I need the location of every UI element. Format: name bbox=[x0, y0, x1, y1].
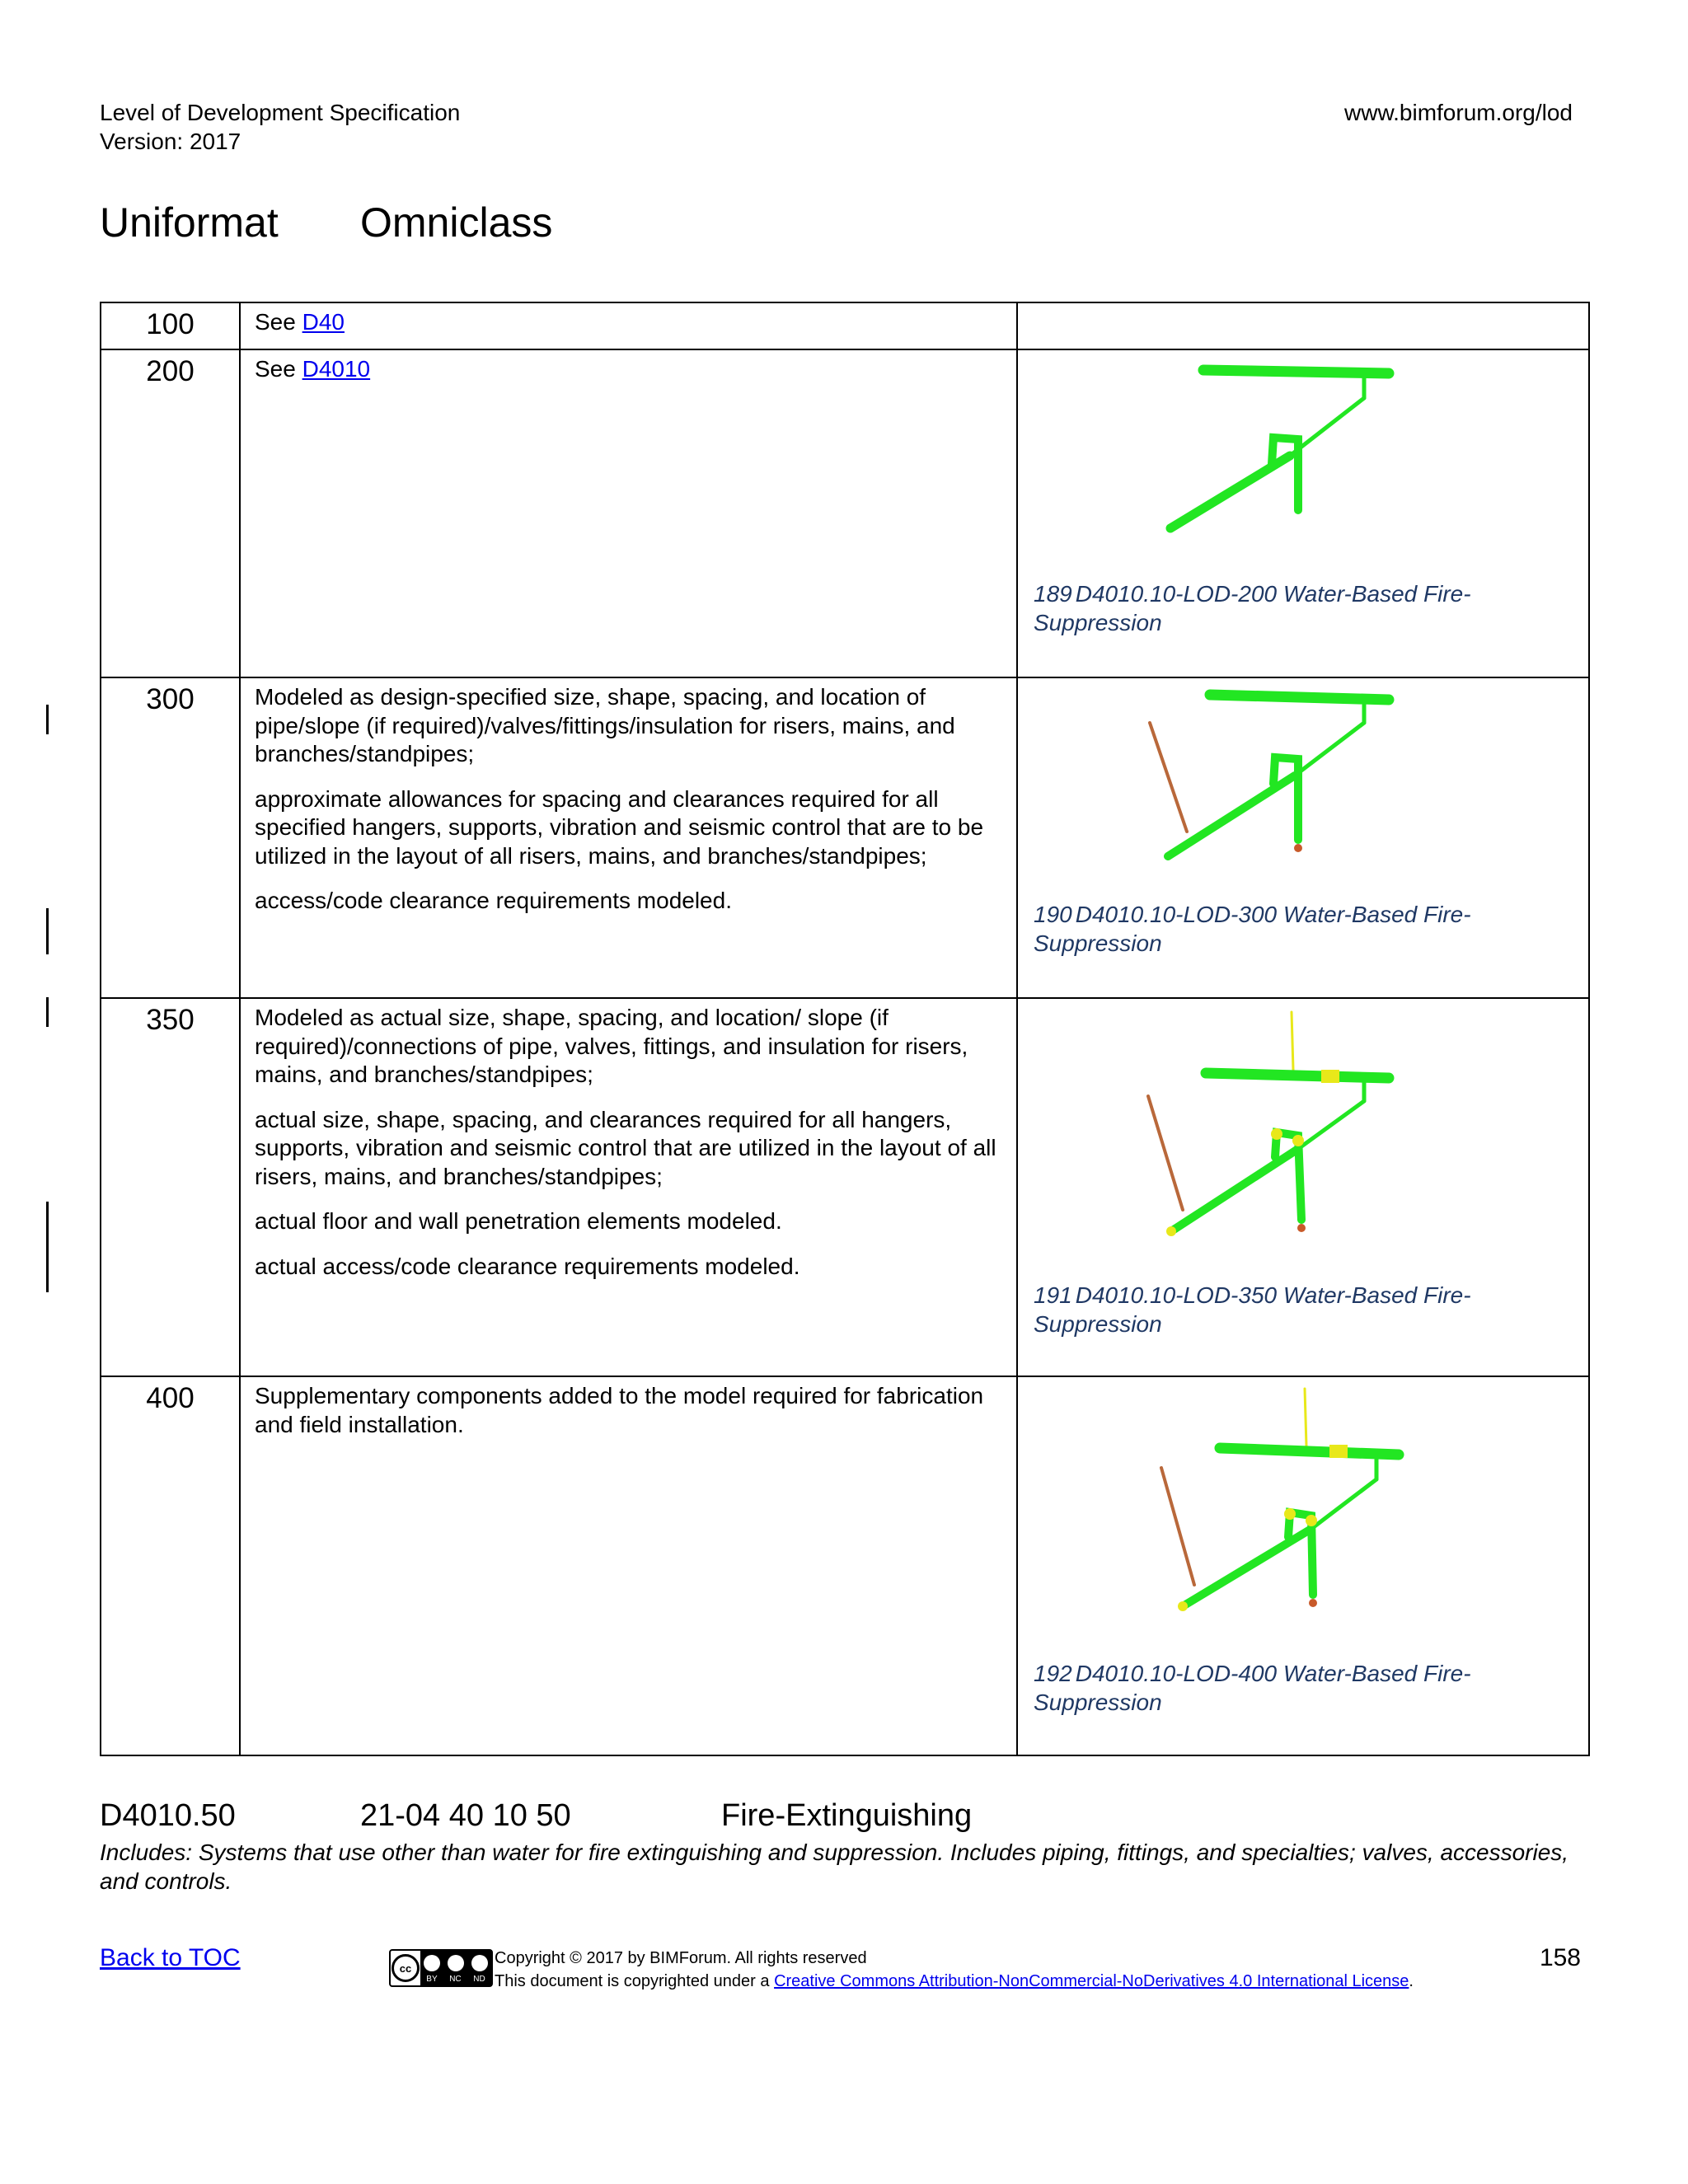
elbow-fitting bbox=[1284, 1508, 1296, 1520]
copyright-text: Copyright © 2017 by BIMForum. All rights reserved bbox=[495, 1949, 867, 1967]
branch-pipe bbox=[1298, 1101, 1364, 1149]
hanger-rod-yellow bbox=[1305, 1389, 1306, 1446]
main-pipe bbox=[1206, 1073, 1389, 1078]
doc-version: Version: 2017 bbox=[100, 129, 241, 154]
figure-caption bbox=[1034, 1281, 1545, 1338]
doc-url: www.bimforum.org/lod bbox=[1344, 100, 1573, 125]
uniformat-heading: Uniformat bbox=[100, 199, 279, 246]
main-pipe bbox=[1210, 695, 1389, 700]
lod-350-pipe-image bbox=[1100, 1004, 1512, 1251]
back-to-toc-link[interactable]: Back to TOC bbox=[100, 1944, 241, 1971]
branch-line bbox=[1168, 776, 1295, 856]
lod-desc-para: approximate allowances for spacing and clearances required for all specified hangers, supports, vibration and seismic control that are to be utilized in the layout of all risers, mains, and branches/standpipes; bbox=[255, 785, 984, 869]
lod-description bbox=[240, 349, 1017, 677]
branch-pipe bbox=[1295, 723, 1364, 776]
caption-number: 189 bbox=[1034, 581, 1072, 607]
branch-line bbox=[1171, 1149, 1298, 1231]
caption-number: 192 bbox=[1034, 1661, 1072, 1686]
see-prefix: See bbox=[255, 356, 302, 382]
page-number: 158 bbox=[1539, 1944, 1581, 1971]
hanger-rod bbox=[1148, 1096, 1183, 1210]
noncommercial-icon bbox=[448, 1955, 464, 1971]
caption-text: D4010.10-LOD-400 Water-Based Fire-Suppression bbox=[1034, 1661, 1471, 1715]
lod-description bbox=[240, 998, 1017, 1376]
next-section-includes: Includes: Systems that use other than water for fire extinguishing and suppression. Includes piping, fittings, and specialties; valves, accessories, and controls. bbox=[100, 1840, 1569, 1894]
hanger-rod-yellow bbox=[1292, 1012, 1293, 1070]
table-row bbox=[101, 1376, 1589, 1755]
lod-300-pipe-image bbox=[1100, 683, 1512, 873]
caption-text: D4010.10-LOD-200 Water-Based Fire-Suppression bbox=[1034, 581, 1471, 635]
lod-image-cell bbox=[1017, 349, 1589, 677]
see-prefix: See bbox=[255, 309, 302, 335]
figure-caption bbox=[1034, 900, 1545, 958]
end-cap bbox=[1178, 1601, 1188, 1611]
lod-desc-para: access/code clearance requirements modeled. bbox=[255, 888, 732, 913]
cc-nc-label: NC bbox=[449, 1975, 462, 1984]
lod-desc-para: actual floor and wall penetration elements modeled. bbox=[255, 1208, 782, 1234]
change-bar bbox=[46, 1202, 49, 1292]
lod-image-cell bbox=[1017, 998, 1589, 1376]
next-section-code: D4010.50 bbox=[100, 1798, 236, 1833]
caption-text: D4010.10-LOD-350 Water-Based Fire-Suppression bbox=[1034, 1282, 1471, 1337]
main-pipe bbox=[1220, 1448, 1399, 1455]
lod-200-pipe-image bbox=[1100, 355, 1512, 578]
lod-level: 100 bbox=[101, 302, 240, 349]
hanger-rod bbox=[1161, 1468, 1194, 1585]
lod-level: 300 bbox=[101, 677, 240, 998]
license-text: This document is copyrighted under a Creative Commons Attribution-NonCommercial-NoDerivatives 4.0 International License. bbox=[495, 1972, 1414, 1990]
change-bar bbox=[46, 997, 49, 1027]
lod-description bbox=[240, 1376, 1017, 1755]
branch-pipe bbox=[1311, 1479, 1376, 1529]
coupling bbox=[1321, 1070, 1339, 1083]
lod-level: 350 bbox=[101, 998, 240, 1376]
table-row bbox=[101, 349, 1589, 677]
sprinkler-head bbox=[1297, 1224, 1306, 1232]
caption-number: 190 bbox=[1034, 902, 1072, 927]
hanger-rod bbox=[1150, 723, 1187, 832]
next-section-title: Fire-Extinguishing bbox=[721, 1798, 973, 1833]
cc-by-label: BY bbox=[426, 1975, 438, 1984]
lod-table bbox=[100, 302, 1590, 1756]
caption-text: D4010.10-LOD-300 Water-Based Fire-Suppression bbox=[1034, 902, 1471, 956]
caption-number: 191 bbox=[1034, 1282, 1072, 1308]
next-section-omniclass: 21-04 40 10 50 bbox=[360, 1798, 571, 1833]
lod-level: 400 bbox=[101, 1376, 240, 1755]
lod-desc-para: Supplementary components added to the model required for fabrication and field installation. bbox=[255, 1383, 984, 1437]
elbow-fitting bbox=[1292, 1135, 1304, 1146]
attribution-icon bbox=[424, 1955, 440, 1971]
elbow-fitting bbox=[1306, 1515, 1317, 1526]
coupling bbox=[1329, 1445, 1348, 1458]
license-link[interactable]: Creative Commons Attribution-NonCommercial-NoDerivatives 4.0 International License bbox=[774, 1972, 1409, 1990]
figure-caption bbox=[1034, 579, 1545, 637]
omniclass-heading: Omniclass bbox=[360, 199, 553, 246]
doc-title: Level of Development Specification bbox=[100, 100, 461, 125]
noderivatives-icon bbox=[471, 1955, 488, 1971]
elbow-fitting bbox=[1271, 1128, 1282, 1140]
lod-level: 200 bbox=[101, 349, 240, 677]
lod-400-pipe-image bbox=[1100, 1382, 1512, 1629]
sprinkler-head bbox=[1294, 844, 1302, 852]
sprinkler-riser bbox=[1273, 757, 1298, 840]
lod-desc-para: Modeled as actual size, shape, spacing, and location/ slope (if required)/connections of pipe, valves, fittings, and insulation for risers, mains, and branches/standpipes; bbox=[255, 1005, 968, 1087]
lod-desc-para: Modeled as design-specified size, shape, spacing, and location of pipe/slope (if required)/valves/fittings/insulation for risers, mains, and branches/standpipes; bbox=[255, 684, 955, 766]
change-bar bbox=[46, 908, 49, 954]
sprinkler-head bbox=[1309, 1599, 1317, 1607]
lod-image-cell bbox=[1017, 1376, 1589, 1755]
see-d4010-link[interactable]: D4010 bbox=[302, 356, 371, 382]
sprinkler-riser bbox=[1272, 438, 1298, 510]
table-row bbox=[101, 677, 1589, 998]
lod-image-cell bbox=[1017, 302, 1589, 349]
cc-license-badge bbox=[389, 1949, 493, 1987]
table-row bbox=[101, 302, 1589, 349]
lod-desc-para: actual size, shape, spacing, and clearances required for all hangers, supports, vibration and seismic control that are utilized in the layout of all risers, mains, and branches/standpipes; bbox=[255, 1106, 996, 1189]
figure-caption bbox=[1034, 1659, 1545, 1717]
lod-desc-para: actual access/code clearance requirements modeled. bbox=[255, 1253, 800, 1279]
lod-image-cell bbox=[1017, 677, 1589, 998]
see-d40-link[interactable]: D40 bbox=[302, 309, 345, 335]
branch-line bbox=[1183, 1529, 1311, 1606]
cc-logo-icon: cc bbox=[391, 1951, 420, 1985]
table-row bbox=[101, 998, 1589, 1376]
main-pipe bbox=[1203, 370, 1389, 373]
lod-description bbox=[240, 302, 1017, 349]
change-bar bbox=[46, 705, 49, 734]
lod-description bbox=[240, 677, 1017, 998]
end-cap bbox=[1166, 1226, 1176, 1236]
cc-nd-label: ND bbox=[473, 1975, 485, 1984]
